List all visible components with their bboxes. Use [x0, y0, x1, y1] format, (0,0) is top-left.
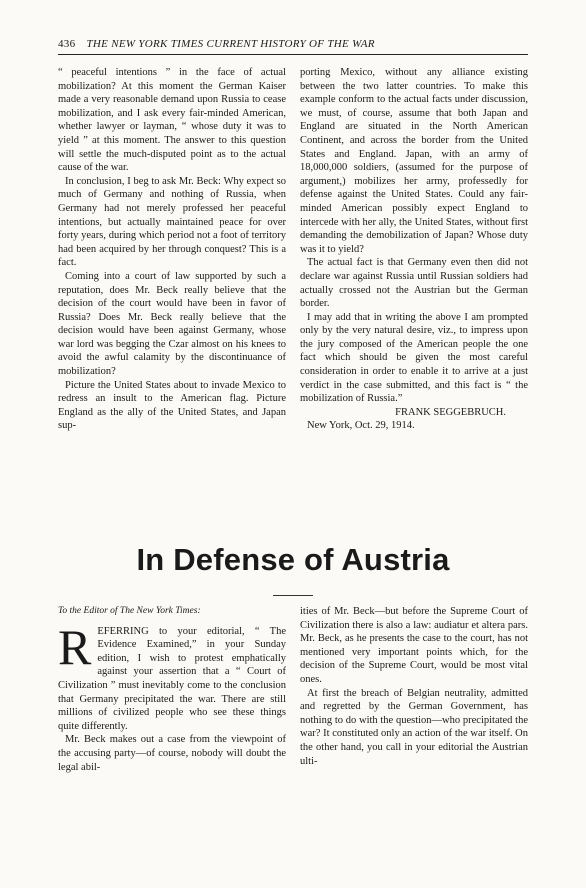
place-date: New York, Oct. 29, 1914.	[307, 420, 415, 432]
paragraph: porting Mexico, without any alliance existing between the two latter countries. To make this example conform to the actual facts under discussion, we must, of course, assume that both Japan and England are situated in the North American Continent, and across the border from the United States and England. Japan, with an army of 18,000,000 soldiers, (assumed for the purpose of argument,) mobilizes her army, professedly for defense against the United States. Could any fair-minded American possibly expect England to intercede with her ally, the United States, without first demanding the demobilization of Japan? Whose duty was it to yield?	[300, 67, 528, 255]
article-column-1	[58, 605, 286, 774]
paragraph: The actual fact is that Germany even then did not declare war against Russia until Russian soldiers had actually crossed not the Austrian but the German border.	[300, 257, 528, 310]
paragraph: I may add that in writing the above I am prompted only by the very natural desire, viz., to impress upon the jury composed of the American people the one fact which should be given the most careful consideration in order to enable it to arrive at a just verdict in the case submitted, and this fact is “ the mobilization of Russia.”	[300, 311, 528, 405]
signature: FRANK SEGGEBRUCH.	[395, 406, 506, 418]
paragraph: Coming into a court of law supported by such a reputation, does Mr. Beck really believe that the decision of the court would have been in favor of Russia? Does Mr. Beck really believe that the decision would have been against Germany, whose war lord was begging the Czar almost on his knees to avoid the awful calamity by the discontinuance of mobilization?	[58, 270, 286, 378]
article-column-2	[300, 605, 528, 768]
paragraph: Picture the United States about to invade Mexico to redress an insult to the American flag. Picture England as the ally of the United States, and Japan sup-	[58, 379, 286, 432]
letter-column-2	[300, 66, 528, 433]
paragraph	[58, 618, 286, 734]
paragraph: ities of Mr. Beck—but before the Supreme Court of Civilization there is also a law: audiatur et altera pars. Mr. Beck, as he presents the case to the court, has not mentioned very important points which, for the decision of the Supreme Court, would be most vital ones.	[300, 606, 528, 685]
paragraph: “ peaceful intentions ” in the face of actual mobilization? At this moment the German Kaiser made a very reasonable demand upon Russia to cease mobilization, and I ask every fair-minded American, whether lawyer or layman, “ whose duty it was to yield ” at this moment. The answer to this question will settle the much-disputed point as to the actual cause of the war.	[58, 67, 286, 174]
page-number: 436	[58, 38, 76, 50]
paragraph: In conclusion, I beg to ask Mr. Beck: Why expect so much of Germany and nothing of Russia, when Germany had not merely professed her peaceful intentions, but actually maintained peace for over forty years, during which period not a foot of territory had been acquired by her through conquest? This is a fact.	[58, 175, 286, 269]
drop-cap: R	[58, 618, 92, 675]
paragraph-text: EFERRING to your editorial, “ The Evidence Examined,” in your Sunday edition, I wish to protest emphatically against your assertion that a “ Court of Civilization ” must inevitably come to the conclusion that Germany precipitated the war. There are still millions of civilized people who see these things quite differently.	[58, 625, 286, 732]
running-title: THE NEW YORK TIMES CURRENT HISTORY OF THE WAR	[86, 38, 375, 50]
running-header	[58, 38, 528, 55]
to-editor-line: To the Editor of The New York Times:	[58, 606, 201, 616]
letter-column-1	[58, 66, 286, 433]
article-headline: In Defense of Austria	[136, 542, 450, 577]
paragraph: Mr. Beck makes out a case from the viewpoint of the accusing party—of course, nobody will doubt the legal abil-	[58, 734, 286, 773]
paragraph: At first the breach of Belgian neutrality, admitted and regretted by the German Government, has nothing to do with the question—who precipitated the war? It constituted only an action of the war itself. On the other hand, you call in your editorial the Austrian ulti-	[300, 687, 528, 767]
divider-rule	[273, 595, 313, 596]
